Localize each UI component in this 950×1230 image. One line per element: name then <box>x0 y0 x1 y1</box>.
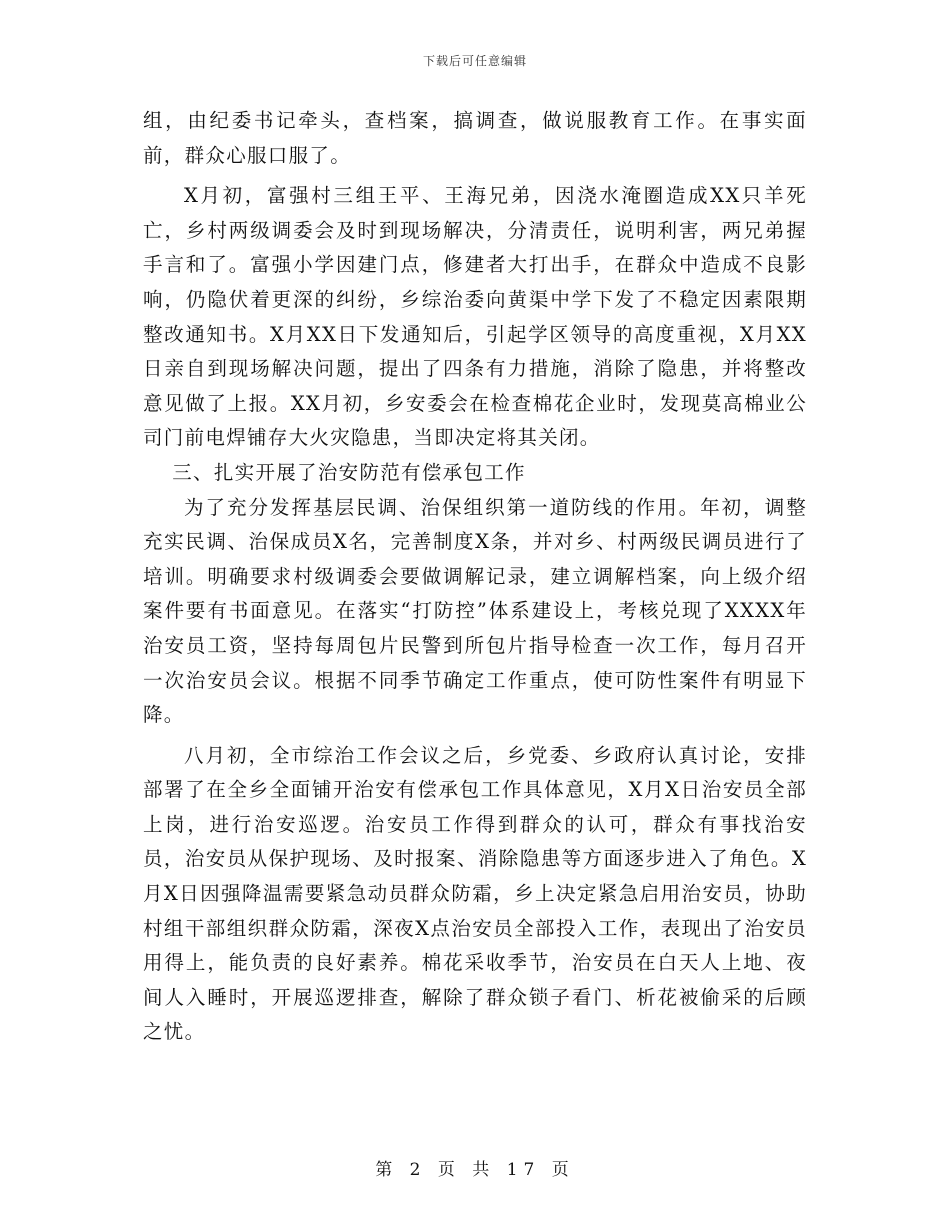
paragraph-security-contract: 八月初，全市综治工作会议之后，乡党委、乡政府认真讨论，安排部署了在全乡全面铺开治安有偿承包工作具体意见，X月X日治安员全部上岗，进行治安巡逻。治安员工作得到群众的认可，群众有事找治安员，治安员从保护现场、及时报案、消除隐患等方面逐步进入了角色。X月X日因强降温需要紧急动员群众防霜，乡上决定紧急启用治安员，协助村组干部组织群众防霜，深夜X点治安员全部投入工作，表现出了治安员用得上，能负责的良好素养。棉花采收季节，治安员在白天人上地、夜间人入睡时，开展巡逻排查，解除了群众锁子看门、析花被偷采的后顾之忧。 <box>143 743 807 1044</box>
paragraph-continuation: 组，由纪委书记牵头，查档案，搞调查，做说服教育工作。在事实面前，群众心服口服了。 <box>143 109 807 167</box>
paragraph-dispute-cases: X月初，富强村三组王平、王海兄弟，因浇水淹圈造成XX只羊死亡，乡村两级调委会及时到现场解决，分清责任，说明利害，两兄弟握手言和了。富强小学因建门点，修建者大打出手，在群众中造成不良影响，仍隐伏着更深的纠纷，乡综治委向黄渠中学下发了不稳定因素限期整改通知书。X月XX日下发通知后，引起学区领导的高度重视，X月XX日亲自到现场解决问题，提出了四条有力措施，消除了隐患，并将整改意见做了上报。XX月初，乡安委会在检查棉花企业时，发现莫高棉业公司门前电焊铺存大火灾隐患，当即决定将其关闭。 <box>143 184 807 450</box>
page-number: 第 2 页 共 17 页 <box>375 1160 575 1180</box>
page-header: 下载后可任意编辑 <box>422 54 527 68</box>
section-heading: 三、扎实开展了治安防范有偿承包工作 <box>172 460 526 484</box>
document-body <box>143 104 807 1050</box>
paragraph-mediation-training: 为了充分发挥基层民调、治保组织第一道防线的作用。年初，调整充实民调、治保成员X名，完善制度X条，并对乡、村两级民调员进行了培训。明确要求村级调委会要做调解记录，建立调解档案，向上级介绍案件要有书面意见。在落实“打防控”体系建设上，考核兑现了XXXX年治安员工资，坚持每周包片民警到所包片指导检查一次工作，每月召开一次治安员会议。根据不同季节确定工作重点，使可防性案件有明显下降。 <box>143 495 807 727</box>
